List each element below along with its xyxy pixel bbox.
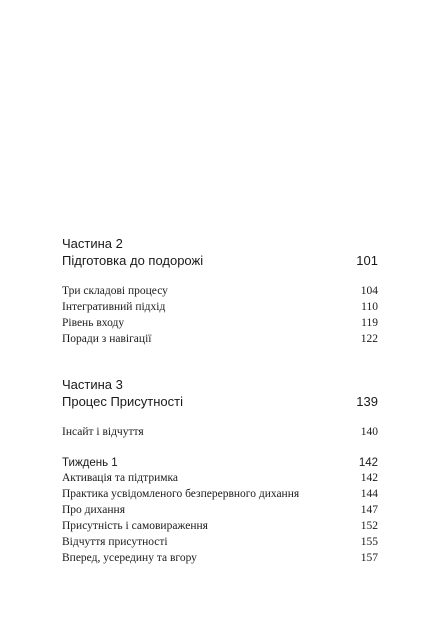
toc-entry-title: Вперед, усередину та вгору: [62, 552, 197, 564]
part3-heading: [62, 377, 378, 411]
week1-page: 142: [358, 457, 378, 469]
part2-heading: [62, 236, 378, 270]
toc-entry: [62, 299, 378, 315]
part3-page: 139: [356, 394, 378, 409]
toc-entry-page: 119: [361, 317, 378, 329]
part3-entries: [62, 470, 378, 566]
part2-entries: [62, 283, 378, 347]
toc-entry: [62, 424, 378, 440]
toc-entry-title: Поради з навігації: [62, 333, 152, 345]
toc-entry: [62, 550, 378, 566]
part3-label: Частина 3: [62, 377, 123, 392]
part2-page: 101: [356, 253, 378, 268]
toc-entry-title: Рівень входу: [62, 317, 125, 329]
week1-heading: [62, 455, 378, 471]
toc-entry-title: Інтегративний підхід: [62, 301, 166, 313]
toc-entry: [62, 315, 378, 331]
toc-entry-page: 144: [360, 488, 378, 500]
toc-entry: [62, 534, 378, 550]
toc-entry: [62, 518, 378, 534]
toc-entry-page: 155: [360, 536, 378, 548]
part2-label: Частина 2: [62, 236, 123, 251]
toc-entry-page: 110: [361, 301, 378, 313]
toc-entry-title: Відчуття присутності: [62, 536, 168, 548]
toc-entry-title: Інсайт і відчуття: [62, 426, 144, 438]
part2-title-row: [62, 252, 378, 270]
part3-title-row: [62, 393, 378, 411]
toc-entry-page: 140: [360, 426, 378, 438]
toc-entry-page: 104: [360, 285, 378, 297]
toc-entry: [62, 331, 378, 347]
toc-entry: [62, 486, 378, 502]
toc-entry: [62, 502, 378, 518]
toc-entry-title: Практика усвідомленого безперервного дихання: [62, 488, 300, 500]
part2-title: Підготовка до подорожі: [62, 253, 204, 268]
toc-entry-title: Про дихання: [62, 504, 125, 516]
week1-title: Тиждень 1: [62, 457, 118, 469]
part3-title: Процес Присутності: [62, 394, 183, 409]
toc-entry-page: 142: [360, 472, 378, 484]
toc-entry-page: 122: [360, 333, 378, 345]
toc-entry: [62, 470, 378, 486]
toc-entry-title: Активація та підтримка: [62, 472, 179, 484]
toc-entry-title: Три складові процесу: [62, 285, 168, 297]
toc-entry-page: 157: [360, 552, 378, 564]
toc-entry-page: 147: [360, 504, 378, 516]
toc-entry-title: Присутність і самовираження: [62, 520, 208, 532]
toc-entry-page: 152: [360, 520, 378, 532]
toc-entry: [62, 283, 378, 299]
